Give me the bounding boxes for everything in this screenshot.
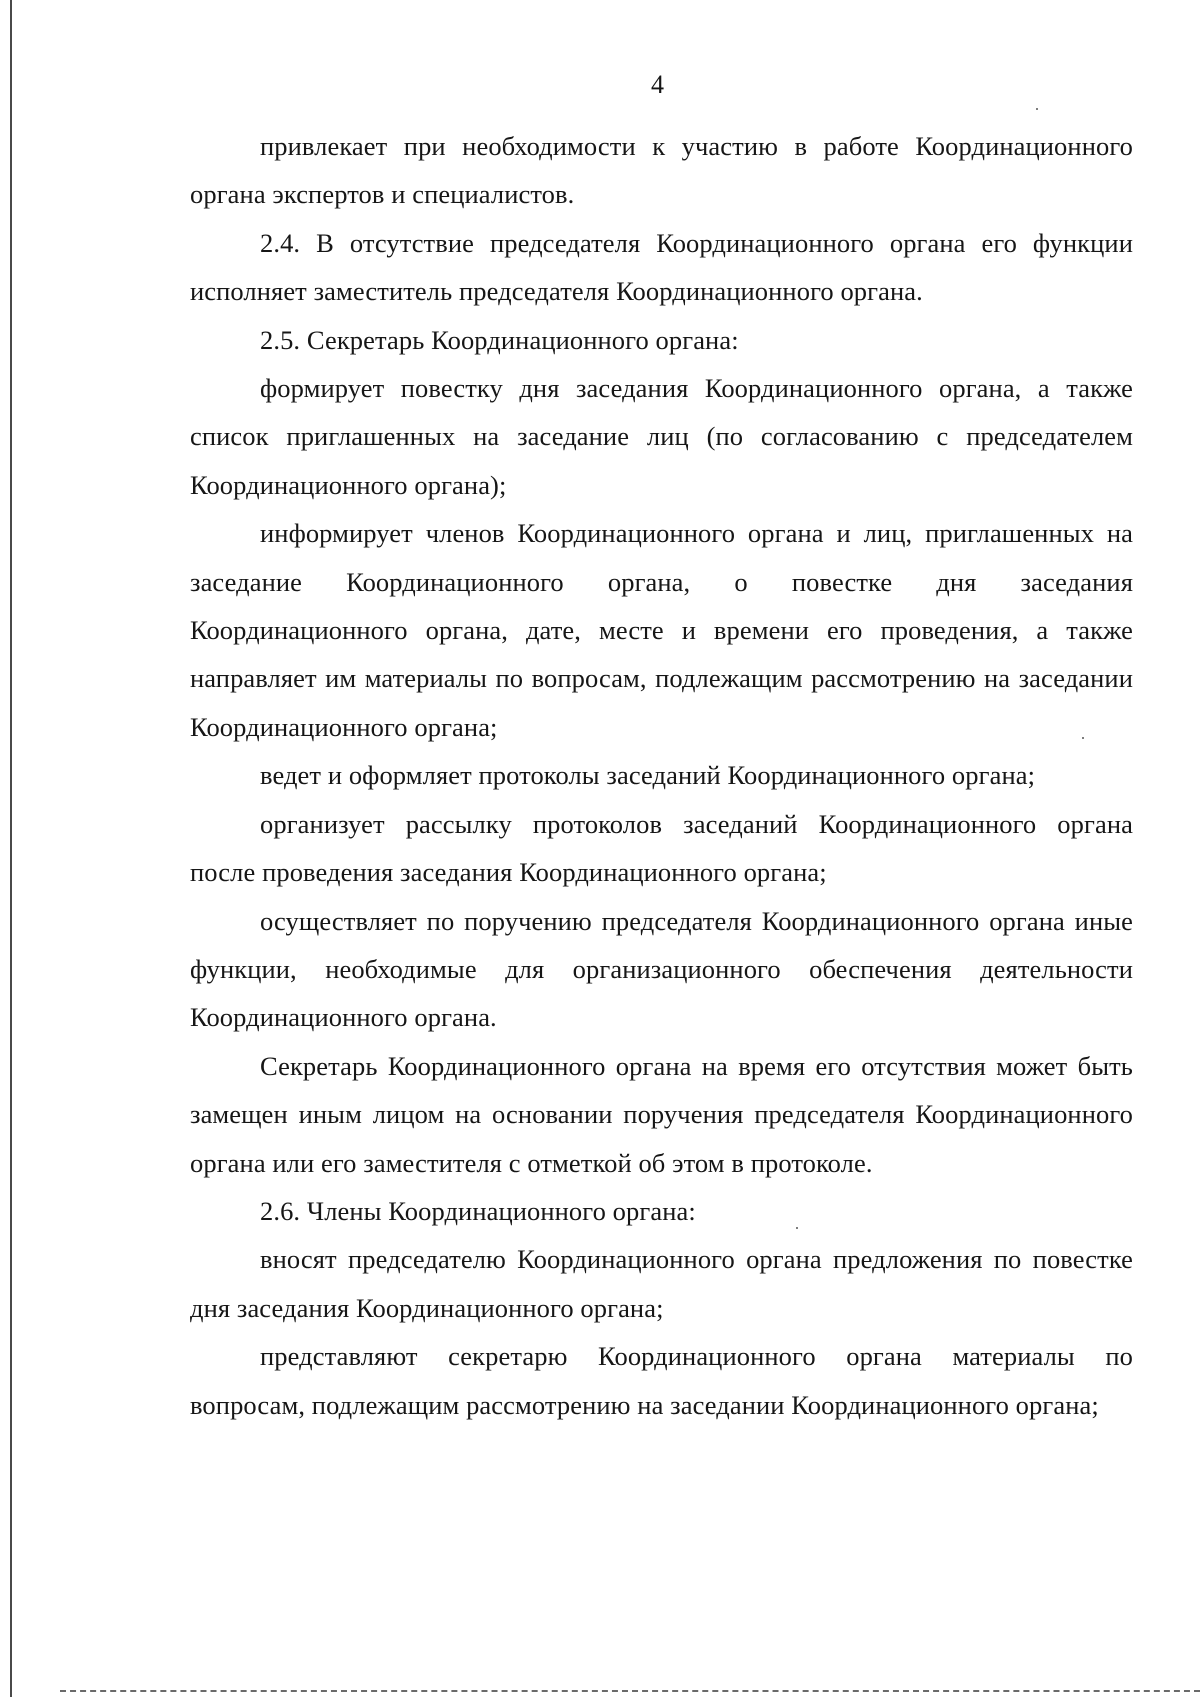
paragraph-experts: привлекает при необходимости к участию в работе Координационного органа экспертов и специалистов. bbox=[190, 131, 1133, 210]
paragraph-2-6-heading: 2.6. Члены Координационного органа: bbox=[260, 1195, 696, 1226]
page-number: 4 bbox=[651, 70, 664, 99]
paragraph-substitute: Секретарь Координационного органа на время его отсутствия может быть замещен иным лицом на основании поручения председателя Координационного органа или его заместителя с отметкой об этом в протоколе. bbox=[190, 1050, 1133, 1178]
scan-speck bbox=[1036, 108, 1038, 110]
paragraph-protocols: ведет и оформляет протоколы заседаний Координационного органа; bbox=[260, 760, 1036, 791]
paragraph-agenda: формирует повестку дня заседания Координационного органа, а также список приглашенных на заседание лиц (по согласованию с председателем Координационного органа); bbox=[190, 373, 1133, 500]
paragraph-informs: информирует членов Координационного органа и лиц, приглашенных на заседание Координационного органа, о повестке дня заседания Координационного органа, дате, месте и времени его проведения, а также направляет им материалы по вопросам, подлежащим рассмотрению на заседании Координационного органа; bbox=[190, 518, 1133, 742]
paragraph-materials: представляют секретарю Координационного органа материалы по вопросам, подлежащим рассмотрению на заседании Координационного органа; bbox=[190, 1341, 1133, 1420]
document-body bbox=[190, 122, 1133, 1429]
paragraph-mailing: организует рассылку протоколов заседаний Координационного органа после проведения заседания Координационного органа; bbox=[190, 808, 1133, 888]
scan-bottom-edge-line bbox=[60, 1690, 1200, 1692]
paragraph-proposals: вносят председателю Координационного органа предложения по повестке дня заседания Координационного органа; bbox=[190, 1244, 1133, 1323]
paragraph-2-5-heading: 2.5. Секретарь Координационного органа: bbox=[260, 324, 739, 355]
paragraph-2-4: 2.4. В отсутствие председателя Координационного органа его функции исполняет заместитель председателя Координационного органа. bbox=[190, 227, 1133, 307]
paragraph-other-functions: осуществляет по поручению председателя Координационного органа иные функции, необходимые для организационного обеспечения деятельности Координационного органа. bbox=[190, 905, 1133, 1033]
scan-left-edge-line bbox=[10, 0, 12, 1697]
